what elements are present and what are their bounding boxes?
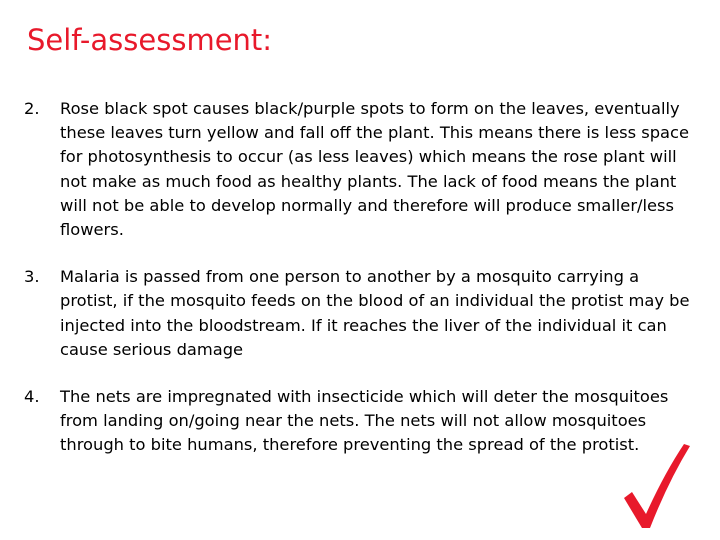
answer-item-3 (24, 265, 694, 362)
answer-number: 4. (24, 387, 40, 407)
answer-text: The nets are impregnated with insecticide which will deter the mosquitoes from landing on/going near the nets. The nets will not allow mosquitoes through to bite humans, therefore preventing the spread of the protist. (60, 387, 669, 455)
answer-item-2 (24, 97, 694, 242)
answer-list (24, 97, 694, 481)
answer-item-4 (24, 385, 694, 458)
page-title: Self-assessment: (27, 23, 273, 57)
answer-number: 2. (24, 99, 40, 118)
answer-number: 3. (24, 267, 40, 287)
checkmark-icon (620, 440, 692, 532)
answer-text: Malaria is passed from one person to another by a mosquito carrying a protist, if the mosquito feeds on the blood of an individual the protist may be injected into the bloodstream. If it reaches the liver of the individual it can cause serious damage (60, 267, 690, 359)
answer-text: Rose black spot causes black/purple spots to form on the leaves, eventually these leaves turn yellow and fall off the plant. This means there is less space for photosynthesis to occur (as less leaves) which means the rose plant will not make as much food as healthy plants. The lack of food means the plant will not be able to develop normally and therefore will produce smaller/less flowers. (60, 99, 689, 240)
